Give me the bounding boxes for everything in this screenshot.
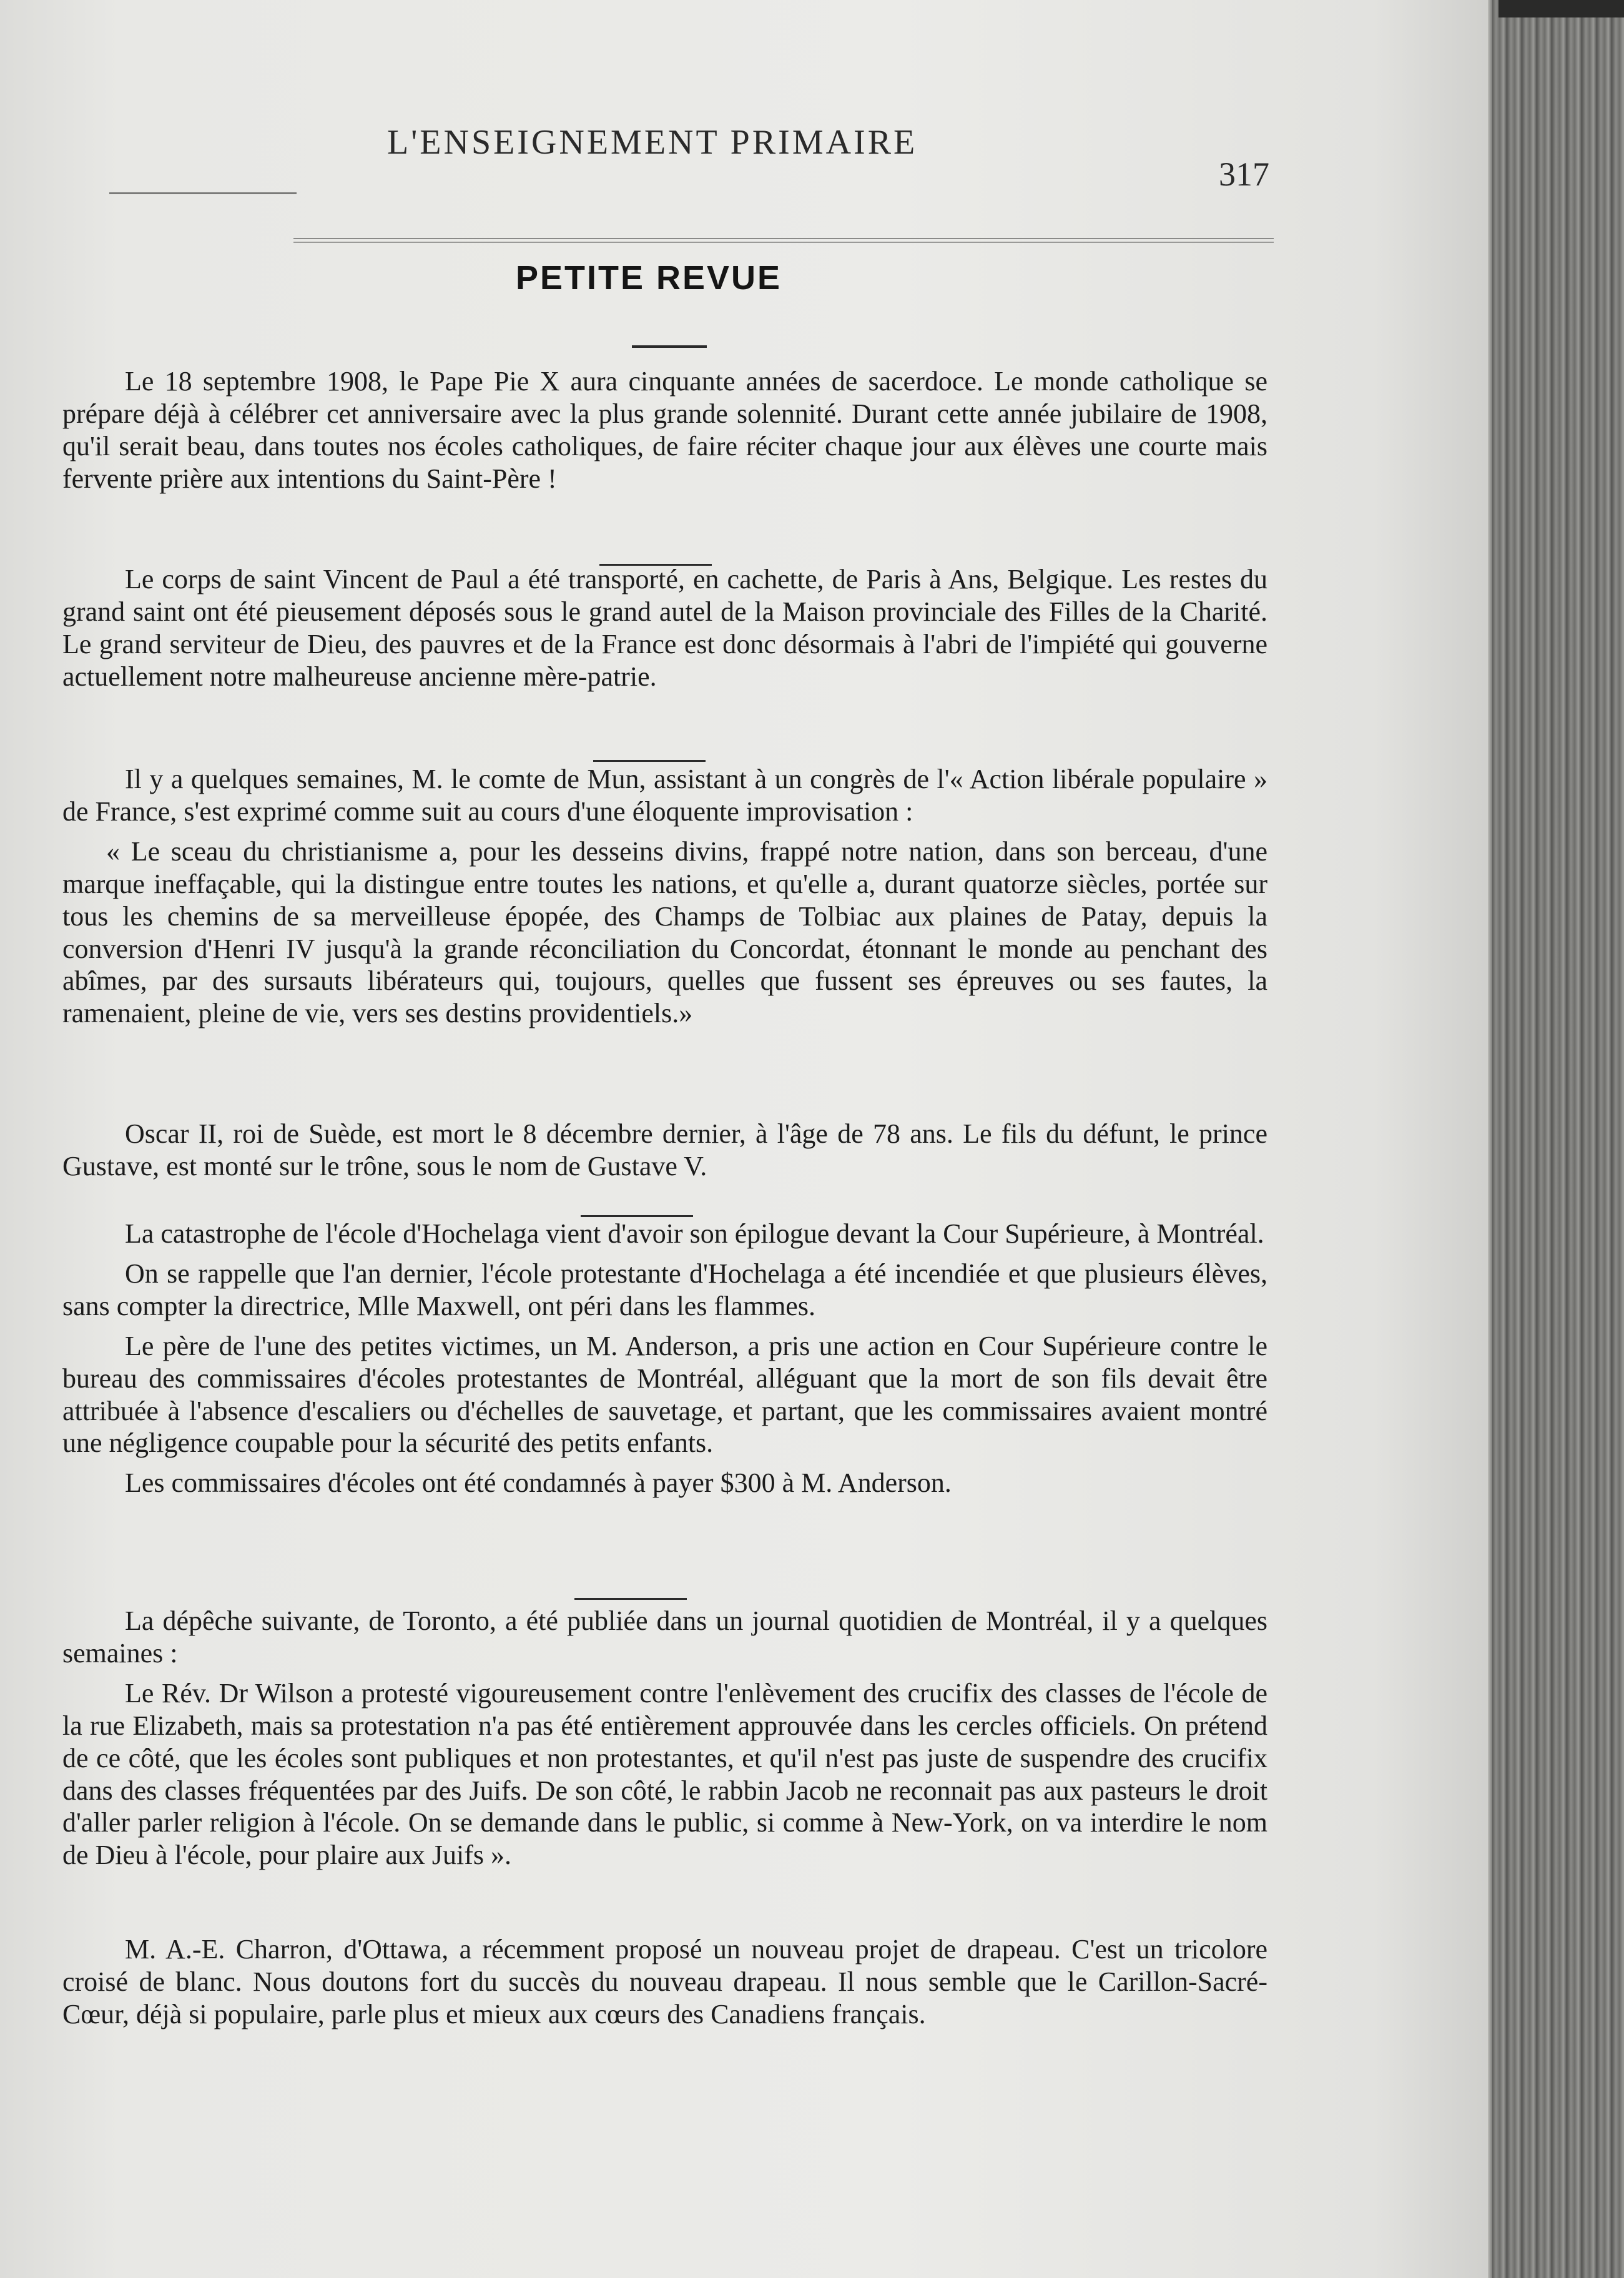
article-toronto-crucifix <box>62 1605 1267 1871</box>
article-hochelaga <box>62 1218 1267 1499</box>
separator-rule <box>581 1215 693 1217</box>
article-paragraph: Les commissaires d'écoles ont été condamnés à payer $300 à M. Anderson. <box>125 1467 952 1499</box>
article-paragraph: M. A.-E. Charron, d'Ottawa, a récemment proposé un nouveau projet de drapeau. C'est un tricolore croisé de blanc. Nous doutons fort du succès du nouveau drapeau. Il nous semble que le Carillon-Sacré-Cœur, déjà si populaire, parle plus et mieux aux cœurs des Canadiens français. <box>62 1934 1267 2029</box>
article-paragraph: Le 18 septembre 1908, le Pape Pie X aura cinquante années de sacerdoce. Le monde catholique se prépare déjà à célébrer cet anniversaire avec la plus grande solennité. Durant cette année jubilaire de 1908, qu'il serait beau, dans toutes nos écoles catholiques, de faire réciter chaque jour aux élèves une courte mais fervente prière aux intentions du Saint-Père ! <box>62 366 1267 494</box>
separator-rule <box>574 1598 687 1600</box>
spine-top-edge <box>1499 0 1624 17</box>
article-quote: « Le sceau du christianisme a, pour les desseins divins, frappé notre nation, dans son berceau, d'une marque ineffaçable, qui la distingue entre toutes les nations, et qu'elle a, durant quatorze siècles, portée sur tous les chemins de sa merveilleuse épopée, des Champs de Tolbiac aux plaines de Patay, depuis la conversion d'Henri IV jusqu'à la grande réconciliation du Concordat, étonnant le monde au penchant des abîmes, par des sursauts libérateurs qui, toujours, quelles que fussent ses épreuves ou ses fautes, la ramenaient, pleine de vie, vers ses destins providentiels.» <box>62 836 1267 1029</box>
article-paragraph: Oscar II, roi de Suède, est mort le 8 décembre dernier, à l'âge de 78 ans. Le fils du défunt, le prince Gustave, est monté sur le trône, sous le nom de Gustave V. <box>62 1118 1267 1181</box>
article-paragraph: Le corps de saint Vincent de Paul a été transporté, en cachette, de Paris à Ans, Belgique. Les restes du grand saint ont été pieusement déposés sous le grand autel de la Maison provinciale des Filles de la Charité. Le grand serviteur de Dieu, des pauvres et de la France est donc désormais à l'abri de l'impiété qui gouverne actuellement notre malheureuse ancienne mère-patrie. <box>62 564 1267 692</box>
header-rule-short <box>109 192 297 194</box>
article-vincent-de-paul <box>62 563 1267 693</box>
article-paragraph: La catastrophe de l'école d'Hochelaga vient d'avoir son épilogue devant la Cour Supérieure, à Montréal. <box>125 1218 1264 1249</box>
article-paragraph: Le père de l'une des petites victimes, un M. Anderson, a pris une action en Cour Supérieure contre le bureau des commissaires d'écoles protestantes de Montréal, alléguant que la mort de son fils devait être attribuée à l'absence d'escaliers ou d'échelles de sauvetage, et partant, que les commissaires avaient montré une négligence coupable pour la sécurité des petits enfants. <box>62 1330 1267 1459</box>
separator-rule <box>593 760 706 762</box>
article-paragraph: On se rappelle que l'an dernier, l'école protestante d'Hochelaga a été incendiée et que plusieurs élèves, sans compter la directrice, Mlle Maxwell, ont péri dans les flammes. <box>62 1258 1267 1321</box>
article-oscar-ii <box>62 1118 1267 1183</box>
article-paragraph: Le Rév. Dr Wilson a protesté vigoureusement contre l'enlèvement des crucifix des classes de l'école de la rue Elizabeth, mais sa protestation n'a pas été entièrement approuvée dans les cercles officiels. On prétend de ce côté, que les écoles sont publiques et non protestantes, et qu'il n'est pas juste de suspendre des crucifix dans des classes fréquentées par des Juifs. De son côté, le rabbin Jacob ne reconnait pas aux pasteurs le droit d'aller parler religion à l'école. On se demande dans le public, si comme à New-York, on va interdire le nom de Dieu à l'école, pour plaire aux Juifs ». <box>62 1677 1267 1871</box>
book-spine <box>1492 0 1624 2278</box>
article-jubilee <box>62 365 1267 495</box>
page-number: 317 <box>1219 155 1269 193</box>
running-title: L'ENSEIGNEMENT PRIMAIRE <box>387 123 918 162</box>
header-rule <box>293 238 1274 243</box>
article-paragraph: La dépêche suivante, de Toronto, a été publiée dans un journal quotidien de Montréal, il y a quelques semaines : <box>62 1605 1267 1669</box>
title-rule <box>632 345 707 348</box>
article-drapeau <box>62 1933 1267 2031</box>
article-comte-de-mun <box>62 763 1267 1030</box>
section-title: PETITE REVUE <box>516 259 782 297</box>
article-paragraph: Il y a quelques semaines, M. le comte de Mun, assistant à un congrès de l'« Action libérale populaire » de France, s'est exprimé comme suit au cours d'une éloquente improvisation : <box>62 764 1267 827</box>
